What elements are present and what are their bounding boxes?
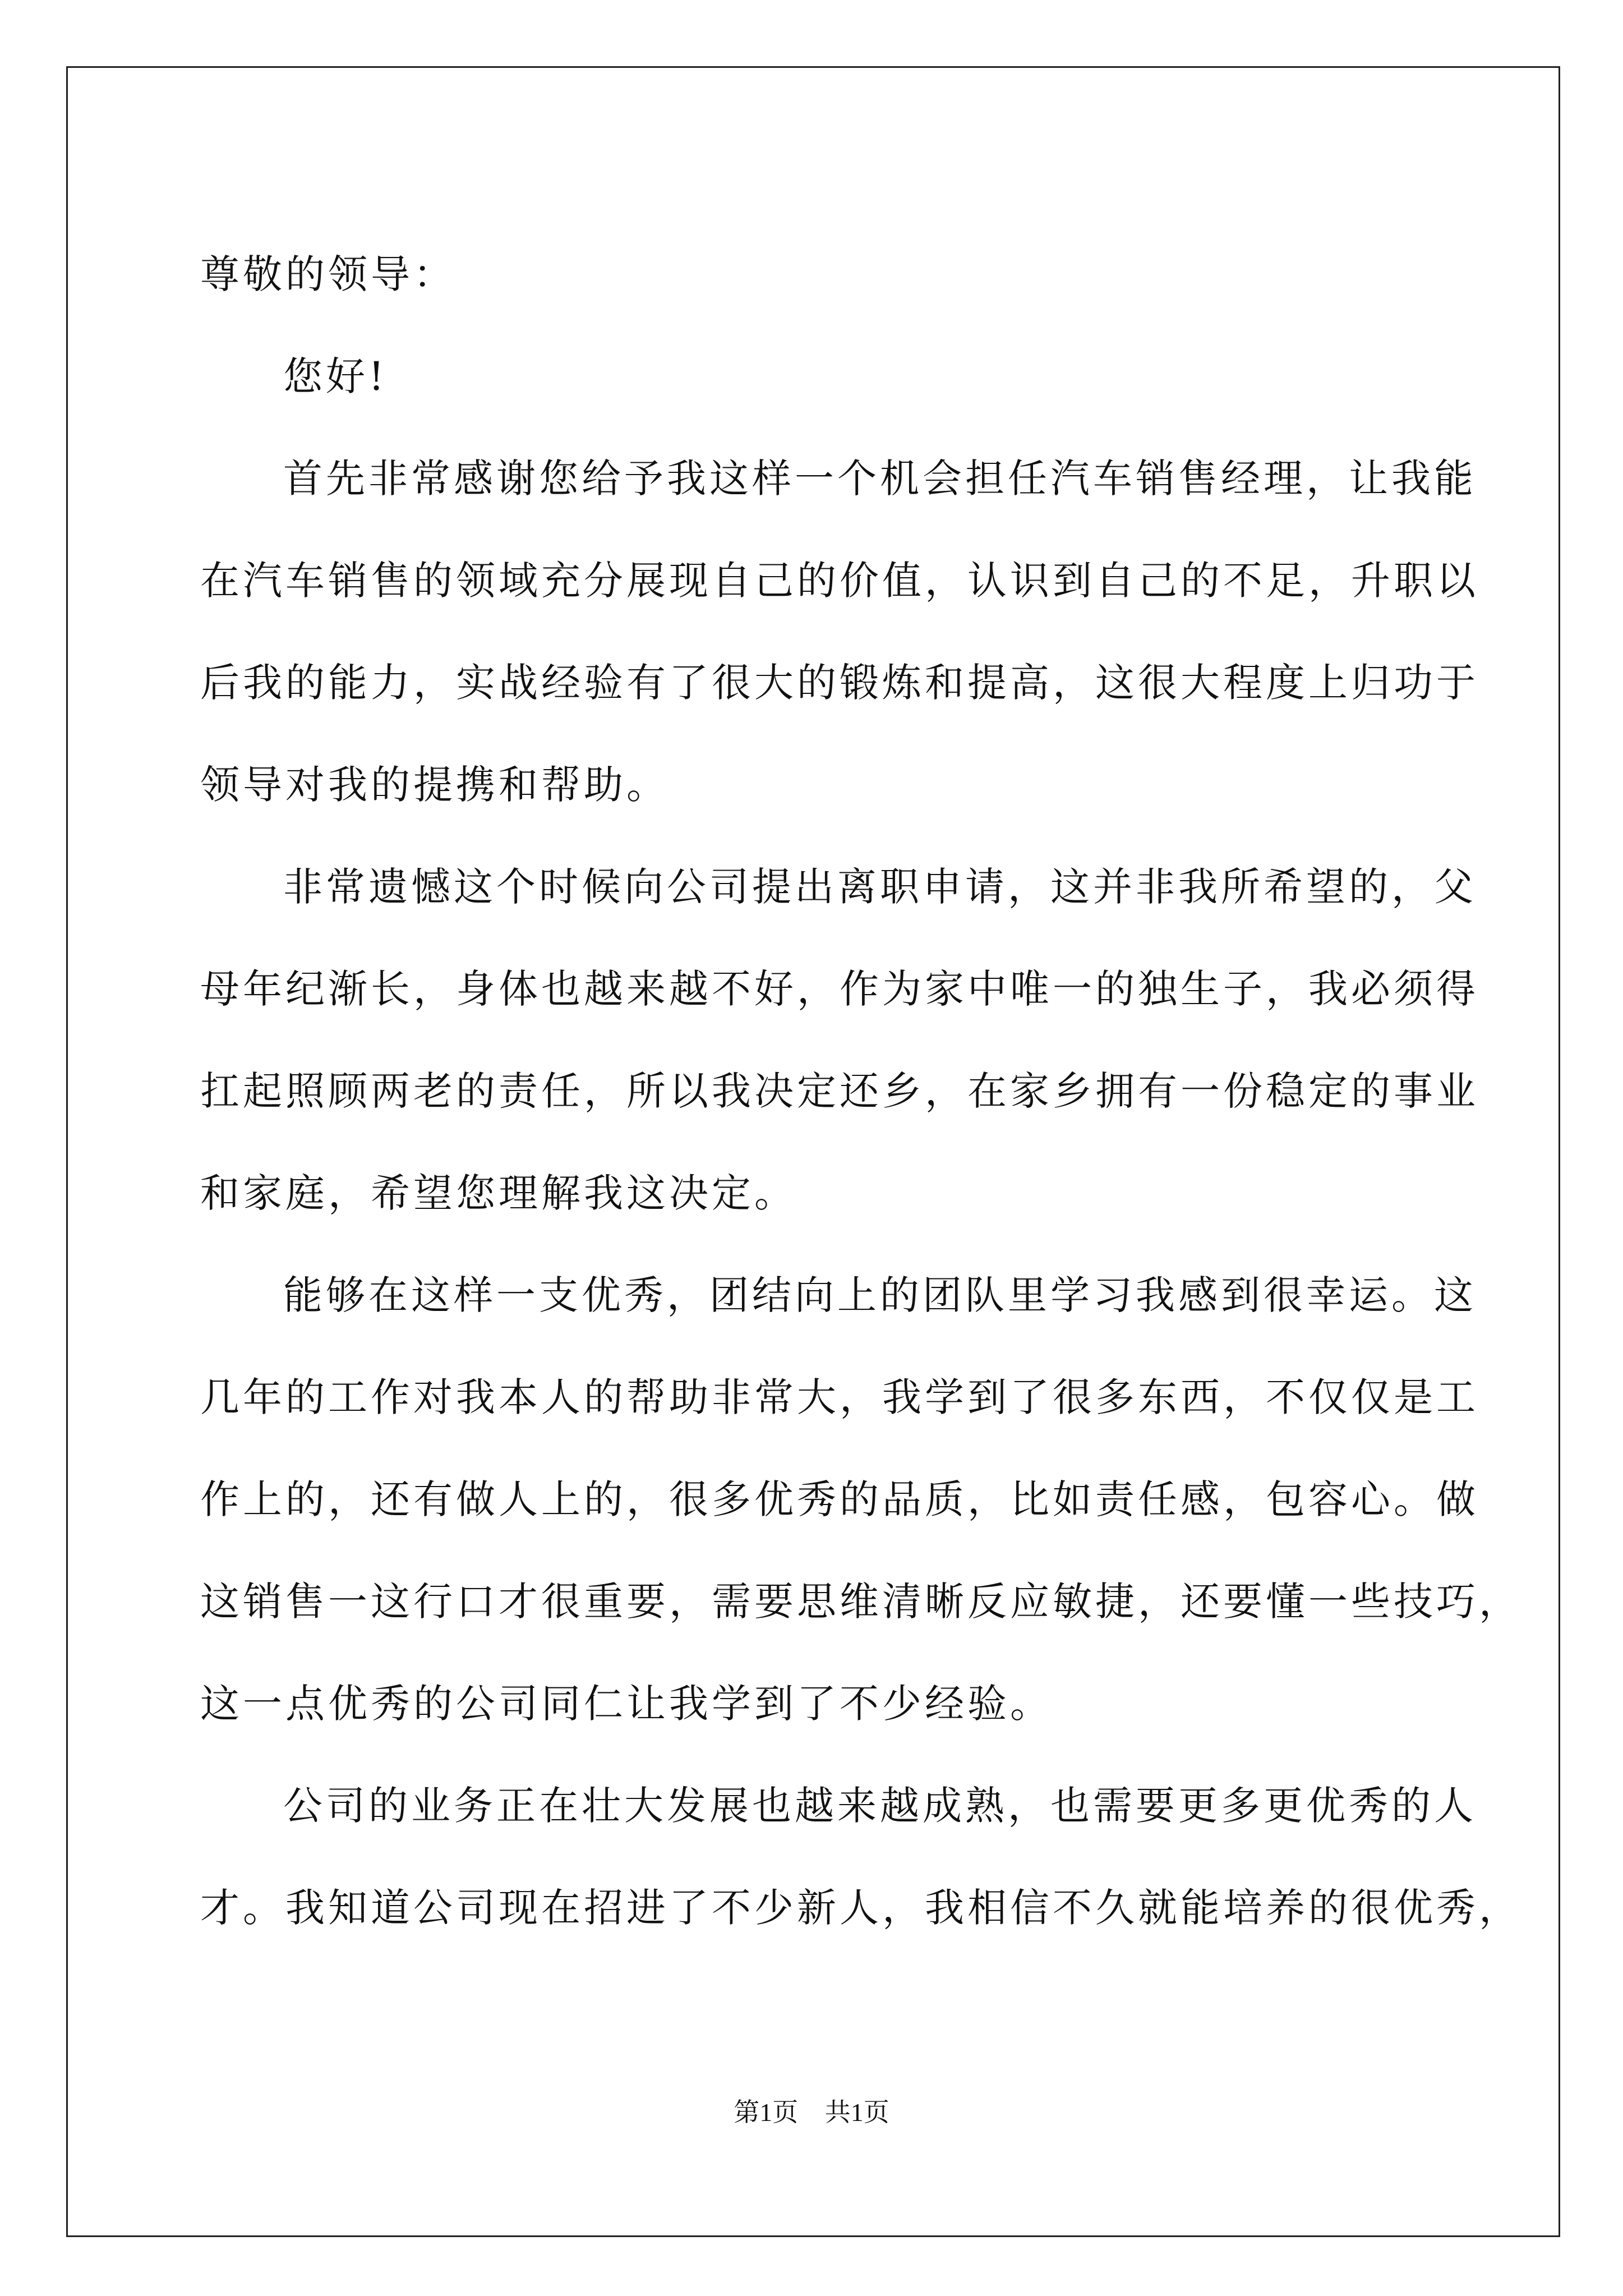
paragraph-1-line-4: 领导对我的提携和帮助。 <box>200 762 669 808</box>
paragraph-2-line-4: 和家庭，希望您理解我这决定。 <box>200 1170 797 1216</box>
paragraph-3-line-5: 这一点优秀的公司同仁让我学到了不少经验。 <box>200 1681 1053 1727</box>
letter-body <box>200 223 1521 1959</box>
greeting: 您好! <box>283 353 388 399</box>
paragraph-2-line-1: 非常遗憾这个时候向公司提出离职申请，这并非我所希望的，父 <box>283 864 1477 910</box>
page-total: 共1页 <box>824 2098 889 2127</box>
paragraph-4-line-2: 才。我知道公司现在招进了不少新人，我相信不久就能培养的很优秀， <box>200 1885 1521 1931</box>
page-footer <box>0 2096 1623 2129</box>
salutation: 尊敬的领导： <box>200 251 456 297</box>
paragraph-3-line-1: 能够在这样一支优秀，团结向上的团队里学习我感到很幸运。这 <box>283 1272 1477 1318</box>
paragraph-2-line-2: 母年纪渐长，身体也越来越不好，作为家中唯一的独生子，我必须得 <box>200 966 1479 1012</box>
paragraph-4-line-1: 公司的业务正在壮大发展也越来越成熟，也需要更多更优秀的人 <box>283 1783 1477 1829</box>
paragraph-1-line-2: 在汽车销售的领域充分展现自己的价值，认识到自己的不足，升职以 <box>200 558 1479 604</box>
paragraph-1-line-1: 首先非常感谢您给予我这样一个机会担任汽车销售经理，让我能 <box>283 455 1477 501</box>
paragraph-2-line-3: 扛起照顾两老的责任，所以我决定还乡，在家乡拥有一份稳定的事业 <box>200 1068 1479 1114</box>
paragraph-3-line-4: 这销售一这行口才很重要，需要思维清晰反应敏捷，还要懂一些技巧， <box>200 1579 1521 1625</box>
page-number: 第1页 <box>734 2098 799 2127</box>
paragraph-3-line-2: 几年的工作对我本人的帮助非常大，我学到了很多东西，不仅仅是工 <box>200 1374 1479 1420</box>
paragraph-1-line-3: 后我的能力，实战经验有了很大的锻炼和提高，这很大程度上归功于 <box>200 660 1479 706</box>
paragraph-3-line-3: 作上的，还有做人上的，很多优秀的品质，比如责任感，包容心。做 <box>200 1476 1479 1522</box>
